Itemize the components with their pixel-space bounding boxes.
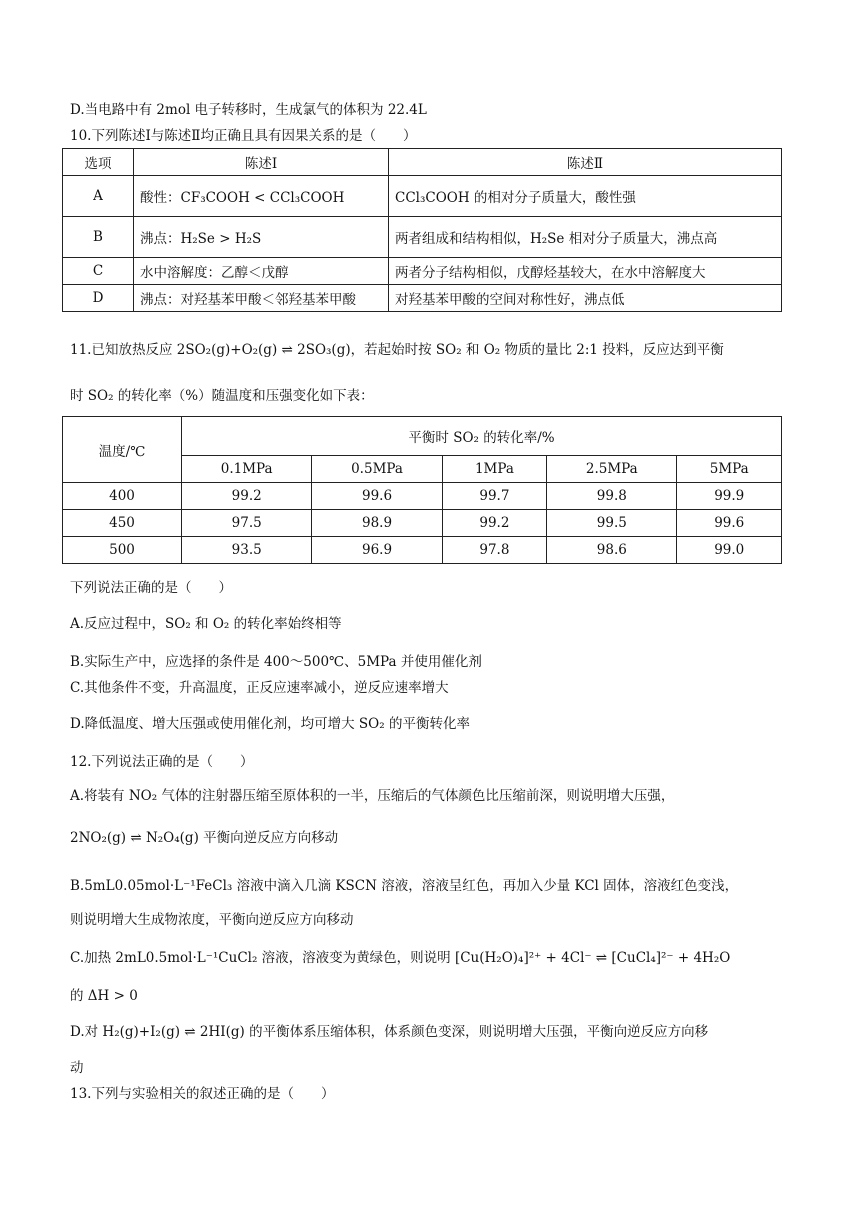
option-c-line-1: C.加热 2mL0.5mol·L⁻¹CuCl₂ 溶液，溶液变为黄绿色，则说明 [Cu(H₂O)₄]²⁺ + 4Cl⁻ ⇌ [CuCl₄]²⁻ + 4H₂O xyxy=(70,950,731,966)
col-header-statement-1: 陈述Ⅰ xyxy=(134,149,389,176)
pressure-header: 5MPa xyxy=(677,456,782,483)
statement-2-cell: 对羟基苯甲酸的空间对称性好，沸点低 xyxy=(389,285,782,312)
option-b: B.实际生产中，应选择的条件是 400～500℃、5MPa 并使用催化剂 xyxy=(70,654,482,670)
option-b-line-1: B.5mL0.05mol·L⁻¹FeCl₃ 溶液中滴入几滴 KSCN 溶液，溶液呈红色，再加入少量 KCl 固体，溶液红色变浅， xyxy=(70,878,739,894)
question-10-table xyxy=(62,148,782,312)
value-cell: 97.5 xyxy=(182,510,312,537)
value-cell: 99.7 xyxy=(442,483,546,510)
table-row xyxy=(63,217,782,258)
value-cell: 99.5 xyxy=(547,510,677,537)
table-row xyxy=(63,285,782,312)
option-d-line-2: 动 xyxy=(70,1060,84,1076)
option-a-line-2: 2NO₂(g) ⇌ N₂O₄(g) 平衡向逆反应方向移动 xyxy=(70,830,339,846)
pressure-header: 0.1MPa xyxy=(182,456,312,483)
value-cell: 99.6 xyxy=(312,483,442,510)
temperature-cell: 500 xyxy=(63,537,182,564)
table-row xyxy=(63,258,782,285)
question-11-stem-cont: 时 SO₂ 的转化率（%）随温度和压强变化如下表： xyxy=(70,388,374,404)
value-cell: 99.9 xyxy=(677,483,782,510)
temperature-cell: 400 xyxy=(63,483,182,510)
value-cell: 99.2 xyxy=(442,510,546,537)
value-cell: 99.2 xyxy=(182,483,312,510)
row-label: B xyxy=(63,217,134,258)
temperature-header: 温度/℃ xyxy=(63,417,182,483)
option-a: A.反应过程中，SO₂ 和 O₂ 的转化率始终相等 xyxy=(70,616,342,632)
table-header-row xyxy=(63,417,782,456)
temperature-cell: 450 xyxy=(63,510,182,537)
option-b-line-2: 则说明增大生成物浓度，平衡向逆反应方向移动 xyxy=(70,912,354,928)
value-cell: 97.8 xyxy=(442,537,546,564)
table-row xyxy=(63,537,782,564)
col-header-option: 选项 xyxy=(63,149,134,176)
option-c-line-2: 的 ΔH > 0 xyxy=(70,988,138,1004)
statement-2-cell: 两者组成和结构相似，H₂Se 相对分子质量大，沸点高 xyxy=(389,217,782,258)
table-row xyxy=(63,176,782,217)
value-cell: 98.6 xyxy=(547,537,677,564)
statement-1-cell: 沸点：对羟基苯甲酸＜邻羟基苯甲酸 xyxy=(134,285,389,312)
row-label: C xyxy=(63,258,134,285)
statement-2-cell: CCl₃COOH 的相对分子质量大，酸性强 xyxy=(389,176,782,217)
row-label: D xyxy=(63,285,134,312)
option-a-line-1: A.将装有 NO₂ 气体的注射器压缩至原体积的一半，压缩后的气体颜色比压缩前深，则说明增大压强， xyxy=(70,788,675,804)
row-label: A xyxy=(63,176,134,217)
value-cell: 99.0 xyxy=(677,537,782,564)
statement-2-cell: 两者分子结构相似，戊醇烃基较大，在水中溶解度大 xyxy=(389,258,782,285)
option-d: D.降低温度、增大压强或使用催化剂，均可增大 SO₂ 的平衡转化率 xyxy=(70,716,470,732)
conversion-header: 平衡时 SO₂ 的转化率/% xyxy=(182,417,782,456)
option-d-line: D.当电路中有 2mol 电子转移时，生成氯气的体积为 22.4L xyxy=(70,102,427,118)
question-13-stem: 13.下列与实验相关的叙述正确的是（ ） xyxy=(70,1086,335,1102)
pressure-header: 2.5MPa xyxy=(547,456,677,483)
table-row xyxy=(63,510,782,537)
question-11-stem: 11.已知放热反应 2SO₂(g)+O₂(g) ⇌ 2SO₃(g)，若起始时按 SO₂ 和 O₂ 物质的量比 2:1 投料，反应达到平衡 xyxy=(70,342,724,358)
option-d-line-1: D.对 H₂(g)+I₂(g) ⇌ 2HI(g) 的平衡体系压缩体积，体系颜色变深，则说明增大压强，平衡向逆反应方向移 xyxy=(70,1024,709,1040)
pressure-header: 1MPa xyxy=(442,456,546,483)
value-cell: 96.9 xyxy=(312,537,442,564)
statement-1-cell: 水中溶解度：乙醇＜戊醇 xyxy=(134,258,389,285)
pressure-header: 0.5MPa xyxy=(312,456,442,483)
question-10-stem: 10.下列陈述Ⅰ与陈述Ⅱ均正确且具有因果关系的是（ ） xyxy=(70,128,417,144)
value-cell: 98.9 xyxy=(312,510,442,537)
value-cell: 99.8 xyxy=(547,483,677,510)
question-11-table xyxy=(62,416,782,564)
table-header-row xyxy=(63,149,782,176)
statement-1-cell: 沸点：H₂Se > H₂S xyxy=(134,217,389,258)
col-header-statement-2: 陈述Ⅱ xyxy=(389,149,782,176)
table-row xyxy=(63,483,782,510)
statement-1-cell: 酸性：CF₃COOH < CCl₃COOH xyxy=(134,176,389,217)
value-cell: 99.6 xyxy=(677,510,782,537)
option-c: C.其他条件不变，升高温度，正反应速率减小，逆反应速率增大 xyxy=(70,680,449,696)
question-11-prompt: 下列说法正确的是（ ） xyxy=(70,580,232,596)
value-cell: 93.5 xyxy=(182,537,312,564)
question-12-stem: 12.下列说法正确的是（ ） xyxy=(70,754,254,770)
